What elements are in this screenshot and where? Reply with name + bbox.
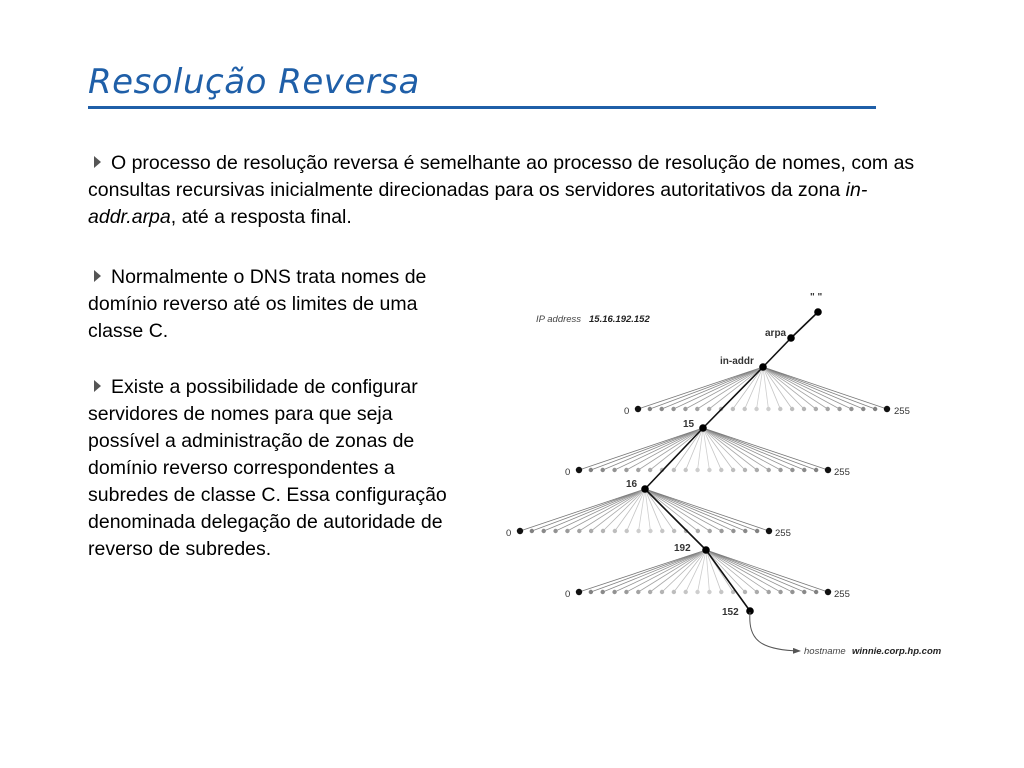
fan-leaf-node (613, 529, 617, 533)
fan-leaf-node (754, 407, 758, 411)
fan-leaf-node (601, 529, 605, 533)
fan-leaf-node (731, 529, 735, 533)
fan-leaf-node (802, 407, 806, 411)
fan-leaf-node (624, 468, 628, 472)
fan-leaf-node (743, 407, 747, 411)
fan-leaf-node (790, 590, 794, 594)
fan-leaf-node (625, 529, 629, 533)
reverse-dns-tree-diagram (480, 280, 970, 670)
fan-leaf-node (873, 407, 877, 411)
octet-15-node (699, 424, 707, 432)
fan-leaf-node (731, 468, 735, 472)
fan-leaf-node (755, 468, 759, 472)
fan-edge (638, 367, 763, 409)
fan-edge (703, 428, 709, 470)
range-start-label: 0 (506, 528, 512, 539)
fan-edge (591, 428, 703, 470)
fan-edge (706, 550, 816, 592)
fan-edge (645, 489, 757, 531)
fan-edge (674, 367, 763, 409)
fan-leaf-node (671, 407, 675, 411)
range-start-label: 0 (565, 467, 571, 478)
fan-leaf-node (612, 590, 616, 594)
fan-leaf-node (542, 529, 546, 533)
range-end-node (766, 528, 772, 534)
fan-edge (645, 489, 733, 531)
fan-edge (703, 428, 792, 470)
fan-edge (706, 550, 781, 592)
fan-edge (662, 550, 706, 592)
fan-edge (520, 489, 645, 531)
fan-leaf-node (636, 468, 640, 472)
range-end-node (825, 467, 831, 473)
fan-leaf-node (778, 590, 782, 594)
fan-leaf-node (707, 590, 711, 594)
fan-leaf-node (861, 407, 865, 411)
fan-leaf-node (802, 468, 806, 472)
fan-edge (615, 428, 703, 470)
fan-leaf-node (778, 407, 782, 411)
fan-leaf-node (743, 529, 747, 533)
range-start-node (517, 528, 523, 534)
fan-leaf-node (612, 468, 616, 472)
resolution-path-edge (763, 338, 791, 367)
fan-leaf-node (684, 468, 688, 472)
fan-leaf-node (648, 529, 652, 533)
octet-16-label: 16 (626, 479, 638, 490)
fan-leaf-node (589, 590, 593, 594)
octet-192-label: 192 (674, 543, 691, 554)
bullet-arrow-icon (94, 380, 101, 392)
fan-leaf-node (589, 468, 593, 472)
range-end-label: 255 (894, 406, 910, 417)
fan-leaf-node (849, 407, 853, 411)
bullet-paragraph-2 (88, 264, 458, 345)
domain-tree (517, 308, 890, 615)
fan-leaf-node (672, 529, 676, 533)
fan-leaf-node (660, 529, 664, 533)
ip-address-value: 15.16.192.152 (589, 314, 650, 325)
range-start-label: 0 (565, 589, 571, 600)
bullet-arrow-icon (94, 270, 101, 282)
bullet-2-text: Normalmente o DNS trata nomes de domínio reverso até os limites de uma classe C. (88, 266, 427, 342)
fan-leaf-node (601, 468, 605, 472)
fan-leaf-node (837, 407, 841, 411)
range-start-node (576, 467, 582, 473)
fan-leaf-node (743, 590, 747, 594)
in-addr-node (759, 363, 767, 371)
bullet-1-zone-name: in-addr.arpa (88, 179, 868, 228)
fan-leaf-node (624, 590, 628, 594)
fan-leaf-node (708, 529, 712, 533)
fan-leaf-node (802, 590, 806, 594)
fan-leaf-node (636, 590, 640, 594)
arpa-node-label: arpa (765, 328, 787, 339)
fan-edge (763, 367, 875, 409)
fan-edge (556, 489, 645, 531)
range-end-node (884, 406, 890, 412)
octet-15-label: 15 (683, 419, 695, 430)
fan-leaf-node (660, 407, 664, 411)
fan-edge (703, 428, 757, 470)
fan-edge (603, 550, 706, 592)
fan-leaf-node (684, 590, 688, 594)
fan-leaf-node (719, 468, 723, 472)
bullet-1-text-end: , até a resposta final. (170, 206, 352, 228)
fan-edge (706, 550, 769, 592)
resolution-path-edge (703, 367, 763, 428)
bullet-paragraph-3 (88, 374, 458, 563)
fan-leaf-node (683, 407, 687, 411)
fan-edge (709, 367, 763, 409)
fan-edge (645, 489, 769, 531)
range-start-node (576, 589, 582, 595)
fan-leaf-node (707, 468, 711, 472)
fan-edge (763, 367, 887, 409)
range-end-node (825, 589, 831, 595)
hostname-label: hostname (804, 646, 846, 657)
fan-leaf-node (755, 590, 759, 594)
fan-leaf-node (814, 468, 818, 472)
fan-edge (591, 489, 645, 531)
hostname-arrow (750, 612, 800, 651)
resolution-path-edge (645, 428, 703, 489)
fan-leaf-node (719, 590, 723, 594)
fan-edge (703, 428, 745, 470)
fan-leaf-node (695, 468, 699, 472)
fan-edge (615, 550, 706, 592)
fan-edge (650, 550, 706, 592)
fan-leaf-node (530, 529, 534, 533)
fan-leaf-node (648, 407, 652, 411)
fan-leaf-node (707, 407, 711, 411)
fan-edge (579, 428, 703, 470)
fan-leaf-node (672, 590, 676, 594)
fan-leaf-node (790, 468, 794, 472)
fan-edge (579, 550, 706, 592)
fan-leaf-node (553, 529, 557, 533)
range-start-node (635, 406, 641, 412)
fan-leaf-node (743, 468, 747, 472)
fan-leaf-node (648, 468, 652, 472)
root-node-label: " " (810, 292, 823, 303)
fan-edge (703, 428, 781, 470)
range-end-label: 255 (775, 528, 791, 539)
fan-leaf-node (589, 529, 593, 533)
fan-leaf-node (731, 407, 735, 411)
arpa-node (787, 334, 795, 342)
hostname-value: winnie.corp.hp.com (852, 646, 942, 657)
title-underline (88, 106, 876, 109)
octet-152-label: 152 (722, 607, 739, 618)
fan-edge (706, 550, 828, 592)
fan-edge (639, 489, 645, 531)
fan-edge (706, 550, 709, 592)
in-addr-node-label: in-addr (720, 356, 754, 367)
fan-edge (603, 489, 645, 531)
octet-16-node (641, 485, 649, 493)
fan-leaf-node (695, 590, 699, 594)
octet-192-node (702, 546, 710, 554)
fan-leaf-node (601, 590, 605, 594)
fan-leaf-node (790, 407, 794, 411)
fan-leaf-node (565, 529, 569, 533)
fan-edge (626, 428, 703, 470)
fan-edge (703, 428, 828, 470)
ip-address-label: IP address (536, 314, 582, 325)
fan-leaf-node (755, 529, 759, 533)
bullet-arrow-icon (94, 156, 101, 168)
fan-leaf-node (695, 407, 699, 411)
fan-leaf-node (719, 529, 723, 533)
resolution-path-edge (645, 489, 706, 550)
fan-edge (626, 550, 706, 592)
bullet-paragraph-1 (88, 150, 918, 231)
bullet-3-text: Existe a possibilidade de configurar servidores de nomes para que seja possível a administração de zonas de domínio reverso correspondentes a subredes de classe C. Essa configuração denominada delegação de autoridade de reverso de subredes. (88, 376, 447, 560)
fan-edge (763, 367, 804, 409)
fan-leaf-node (767, 590, 771, 594)
bullet-1-text-start: O processo de resolução reversa é semelhante ao processo de resolução de nomes, com as consultas recursivas inicialmente direcionadas para os servidores autoritativos da zona (88, 152, 915, 201)
fan-edge (645, 489, 722, 531)
fan-leaf-node (766, 407, 770, 411)
fan-leaf-node (577, 529, 581, 533)
fan-leaf-node (826, 407, 830, 411)
range-end-label: 255 (834, 467, 850, 478)
fan-leaf-node (672, 468, 676, 472)
fan-leaf-node (814, 590, 818, 594)
fan-leaf-node (778, 468, 782, 472)
fan-leaf-node (767, 468, 771, 472)
fan-leaf-node (696, 529, 700, 533)
fan-leaf-node (648, 590, 652, 594)
root-node (814, 308, 822, 316)
fan-leaf-node (660, 590, 664, 594)
fan-leaf-node (636, 529, 640, 533)
fan-edge (763, 367, 851, 409)
fan-edge (763, 367, 840, 409)
range-end-label: 255 (834, 589, 850, 600)
fan-edge (685, 367, 763, 409)
fan-edge (567, 489, 645, 531)
page-title: Resolução Reversa (88, 62, 420, 102)
resolution-path-edge (791, 312, 818, 338)
range-start-label: 0 (624, 406, 630, 417)
fan-leaf-node (814, 407, 818, 411)
